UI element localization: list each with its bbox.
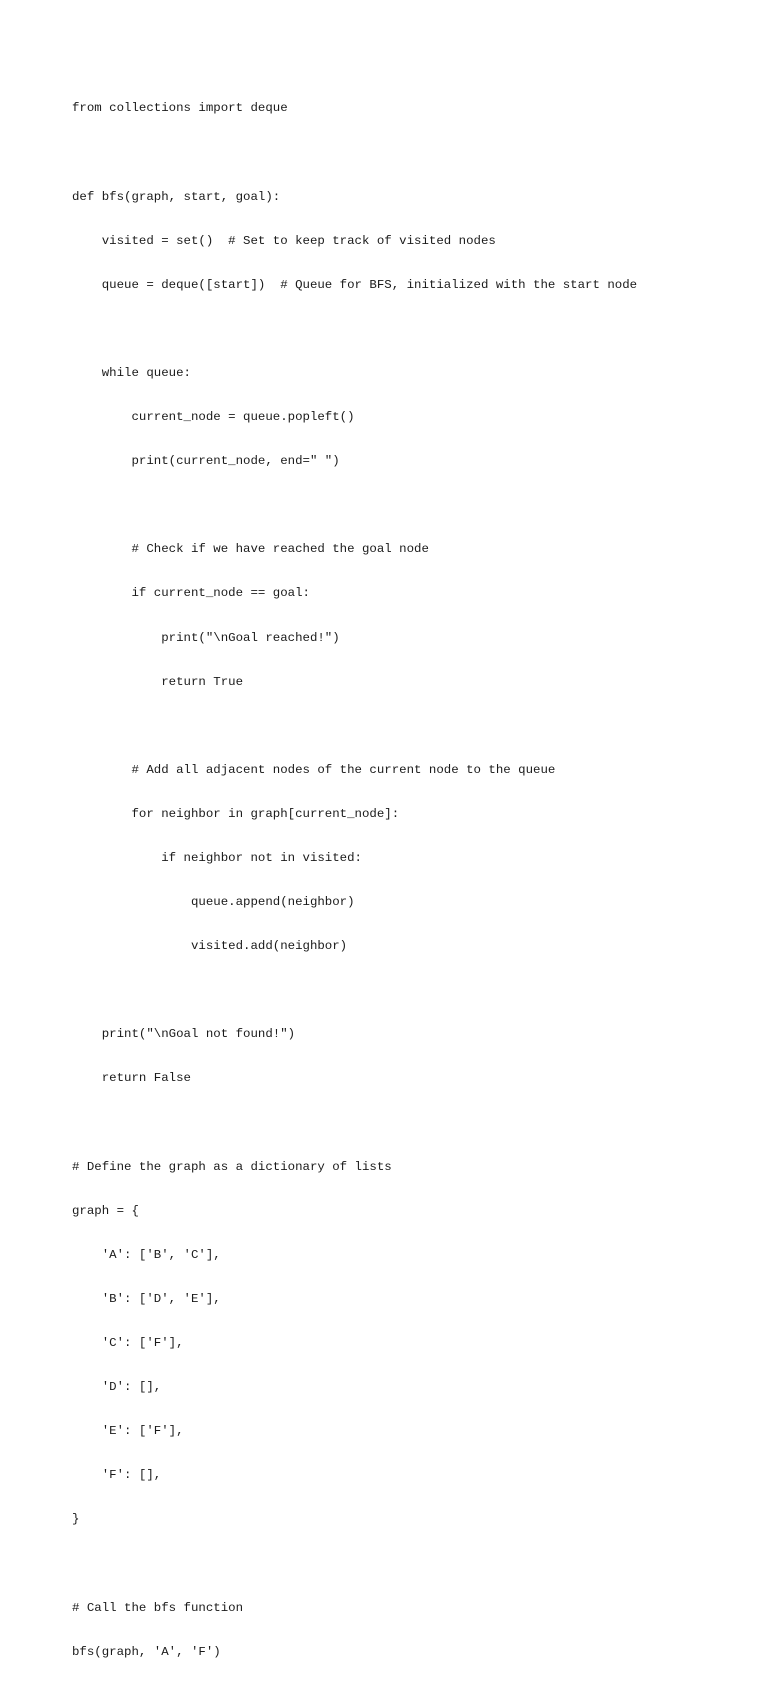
code-line: queue.append(neighbor)	[72, 895, 355, 910]
code-line	[72, 983, 637, 998]
code-line	[72, 1116, 637, 1131]
code-line: 'E': ['F'],	[72, 1424, 184, 1439]
code-line: # Call the bfs function	[72, 1600, 244, 1615]
code-line: print("\nGoal not found!")	[72, 1027, 296, 1042]
code-line: if neighbor not in visited:	[72, 851, 362, 865]
code-line: # Define the graph as a dictionary of lists	[72, 1159, 392, 1174]
code-block	[72, 72, 637, 1689]
code-line: 'B': ['D', 'E'],	[72, 1291, 221, 1306]
code-line: print("\nGoal reached!")	[72, 630, 340, 645]
code-line	[72, 1557, 637, 1572]
code-line: # Check if we have reached the goal node	[72, 542, 429, 557]
code-line: queue = deque([start]) # Queue for BFS, initialized with the start node	[72, 277, 638, 292]
code-line: 'D': [],	[72, 1380, 162, 1395]
code-line: bfs(graph, 'A', 'F')	[72, 1644, 221, 1659]
code-line: visited.add(neighbor)	[72, 939, 348, 954]
code-line: print(current_node, end=" ")	[72, 454, 340, 469]
code-line: return False	[72, 1071, 191, 1086]
code-line: return True	[72, 674, 244, 689]
code-line: 'C': ['F'],	[72, 1336, 184, 1351]
code-line	[72, 719, 637, 734]
code-line: 'F': [],	[72, 1468, 162, 1483]
code-line: from collections import deque	[72, 101, 288, 116]
code-line: }	[72, 1512, 80, 1527]
code-line: current_node = queue.popleft()	[72, 410, 355, 425]
code-line: # Add all adjacent nodes of the current node to the queue	[72, 762, 556, 777]
code-line	[72, 498, 637, 513]
code-line: 'A': ['B', 'C'],	[72, 1247, 221, 1262]
code-line: for neighbor in graph[current_node]:	[72, 806, 400, 821]
code-line: def bfs(graph, start, goal):	[72, 189, 281, 204]
code-line: while queue:	[72, 365, 191, 380]
code-line: visited = set() # Set to keep track of visited nodes	[72, 233, 496, 248]
code-line: if current_node == goal:	[72, 586, 310, 601]
code-line	[72, 146, 637, 161]
code-line	[72, 322, 637, 337]
code-line: graph = {	[72, 1203, 139, 1218]
